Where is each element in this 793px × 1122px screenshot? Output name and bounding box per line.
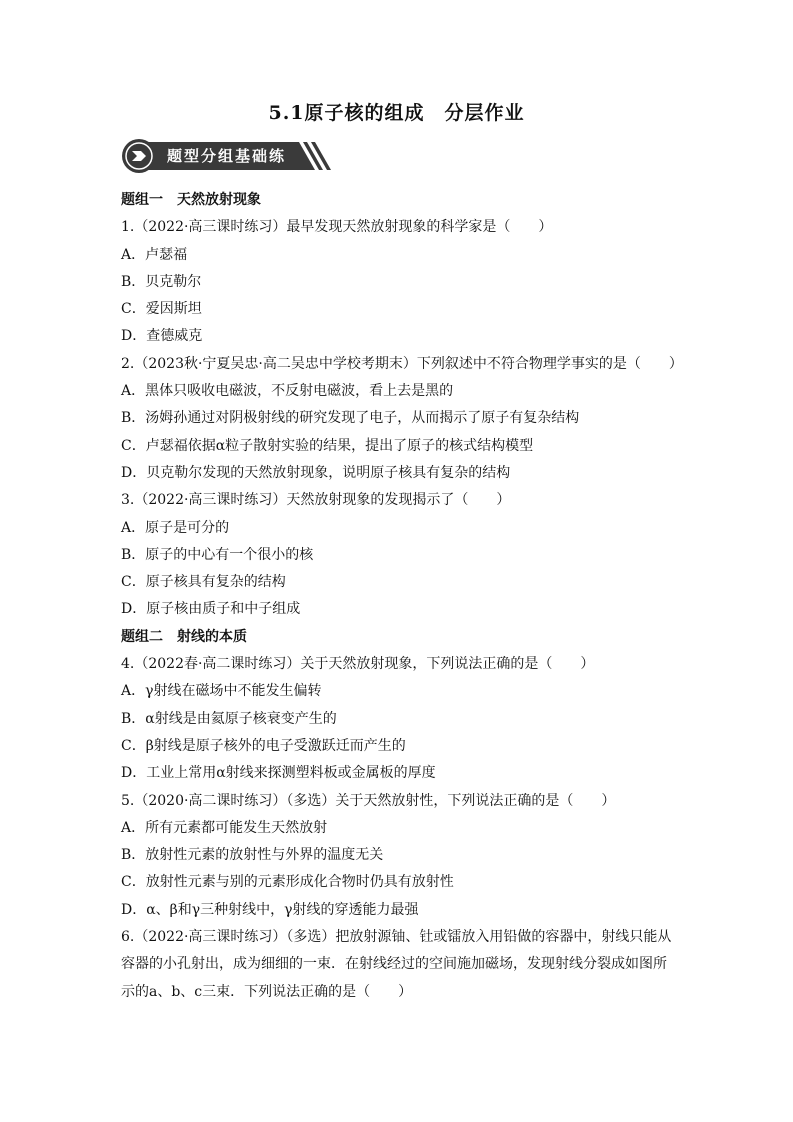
text-line: 1.（2022·高三课时练习）最早发现天然放射现象的科学家是（ ）: [121, 219, 553, 236]
text-line: 容器的小孔射出，成为细细的一束．在射线经过的空间施加磁场，发现射线分裂成如图所: [121, 956, 667, 973]
text-line: B．α射线是由氦原子核衰变产生的: [121, 710, 337, 727]
text-line: 5.（2020·高二课时练习）（多选）关于天然放射性，下列说法正确的是（ ）: [121, 792, 616, 809]
text-line: A．所有元素都可能发生天然放射: [121, 819, 328, 836]
text-line: C．β射线是原子核外的电子受激跃迁而产生的: [121, 737, 406, 754]
text-line: D．贝克勒尔发现的天然放射现象，说明原子核具有复杂的结构: [121, 464, 511, 481]
text-line: 4.（2022春·高二课时练习）关于天然放射现象，下列说法正确的是（ ）: [121, 656, 595, 673]
text-line: D．工业上常用α射线来探测塑料板或金属板的厚度: [121, 765, 436, 782]
text-line: D．α、β和γ三种射线中，γ射线的穿透能力最强: [121, 901, 419, 918]
text-line: 3.（2022·高三课时练习）天然放射现象的发现揭示了（ ）: [121, 492, 511, 509]
text-line: C．卢瑟福依据α粒子散射实验的结果，提出了原子的核式结构模型: [121, 437, 534, 454]
text-line: D．查德威克: [121, 328, 203, 345]
text-line: A．γ射线在磁场中不能发生偏转: [121, 683, 322, 700]
text-line: C．原子核具有复杂的结构: [121, 574, 286, 591]
text-line: B．原子的中心有一个很小的核: [121, 546, 314, 563]
text-line: A．黑体只吸收电磁波，不反射电磁波，看上去是黑的: [121, 383, 454, 400]
text-line: A．原子是可分的: [121, 519, 230, 536]
text-line: 示的a、b、c三束．下列说法正确的是（ ）: [121, 983, 413, 1000]
text-line: 2.（2023秋·宁夏吴忠·高二吴忠中学校考期末）下列叙述中不符合物理学事实的是（ ）: [121, 355, 683, 372]
text-line: D．原子核由质子和中子组成: [121, 601, 301, 618]
page-title: 5.1原子核的组成 分层作业: [268, 102, 525, 124]
text-line: C．爱因斯坦: [121, 301, 202, 318]
section-heading: 题组一 天然放射现象: [121, 192, 261, 208]
text-line: B．汤姆孙通过对阴极射线的研究发现了电子，从而揭示了原子有复杂结构: [121, 410, 580, 427]
text-line: B．贝克勒尔: [121, 273, 202, 290]
text-line: A．卢瑟福: [121, 246, 188, 263]
text-line: 6.（2022·高三课时练习）（多选）把放射源铀、钍或镭放入用铅做的容器中，射线只能从: [121, 929, 672, 946]
text-line: C．放射性元素与别的元素形成化合物时仍具有放射性: [121, 874, 454, 891]
text-line: B．放射性元素的放射性与外界的温度无关: [121, 847, 384, 864]
banner-label: 题型分组基础练: [167, 147, 287, 165]
section-heading: 题组二 射线的本质: [121, 628, 247, 645]
section-banner: [121, 138, 331, 174]
question-list: [121, 187, 691, 1006]
